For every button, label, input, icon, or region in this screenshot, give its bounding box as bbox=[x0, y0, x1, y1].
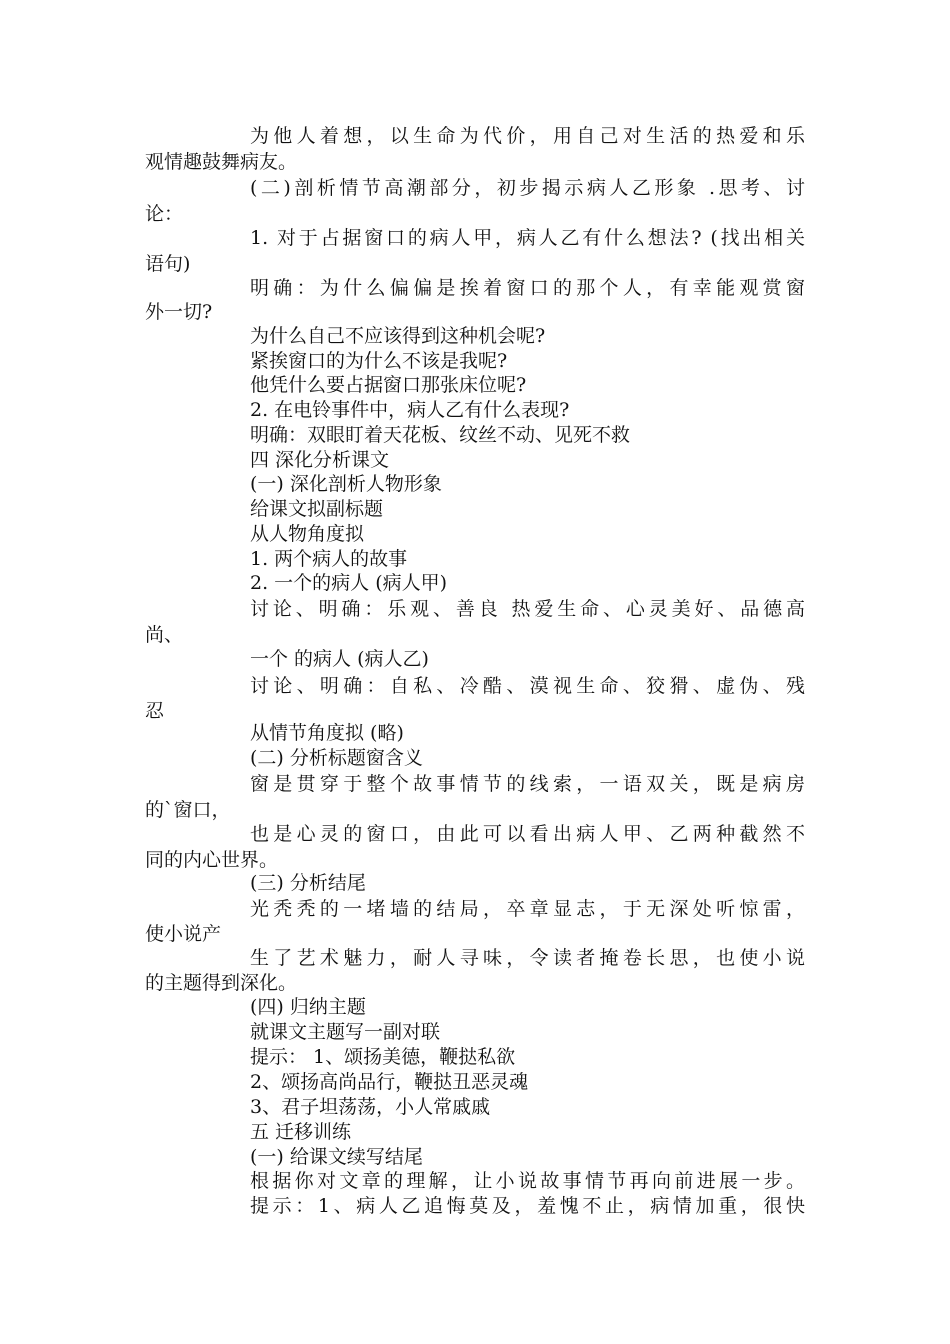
text-line: 紧挨窗口的为什么不该是我呢? bbox=[250, 350, 508, 372]
text-line: 光秃秃的一堵墙的结局，卒章显志，于无深处听惊雷， bbox=[250, 898, 805, 920]
text-line: 窗是贯穿于整个故事情节的线索，一语双关，既是病房 bbox=[250, 773, 805, 795]
text-line: 他凭什么要占据窗口那张床位呢? bbox=[250, 374, 527, 396]
text-line: 明确：为什么偏偏是挨着窗口的那个人，有幸能观赏窗 bbox=[250, 277, 805, 299]
text-line: 2、颂扬高尚品行，鞭挞丑恶灵魂 bbox=[250, 1071, 529, 1093]
text-line: 语句) bbox=[145, 253, 191, 275]
text-line: 同的内心世界。 bbox=[145, 849, 279, 871]
section-heading: 四 深化分析课文 bbox=[250, 449, 390, 471]
text-line: (二)剖析情节高潮部分，初步揭示病人乙形象 .思考、讨 bbox=[250, 177, 805, 199]
text-line: 从人物角度拟 bbox=[250, 523, 365, 545]
text-line: 就课文主题写一副对联 bbox=[250, 1021, 441, 1043]
text-line: 讨论、明确：乐观、善良 热爱生命、心灵美好、品德高 bbox=[250, 598, 805, 620]
text-line: 也是心灵的窗口，由此可以看出病人甲、乙两种截然不 bbox=[250, 823, 805, 845]
text-line: (二) 分析标题窗含义 bbox=[250, 747, 423, 769]
text-line: 提示： 1、颂扬美德，鞭挞私欲 bbox=[250, 1046, 516, 1068]
text-line: 1. 对于占据窗口的病人甲，病人乙有什么想法? (找出相关 bbox=[250, 227, 805, 249]
text-line: 2. 在电铃事件中，病人乙有什么表现? bbox=[250, 399, 570, 421]
text-line: (四) 归纳主题 bbox=[250, 996, 366, 1018]
text-line: 3、君子坦荡荡，小人常戚戚 bbox=[250, 1096, 491, 1118]
text-line: 忍 bbox=[145, 700, 165, 722]
text-line: 1. 两个病人的故事 bbox=[250, 548, 408, 570]
text-line: 使小说产 bbox=[145, 923, 222, 945]
text-line: 根据你对文章的理解，让小说故事情节再向前进展一步。 bbox=[250, 1170, 805, 1192]
section-heading: 五 迁移训练 bbox=[250, 1121, 352, 1143]
text-line: 一个 的病人 (病人乙) bbox=[250, 648, 429, 670]
text-line: (一) 深化剖析人物形象 bbox=[250, 473, 442, 495]
text-line: 提示：1、病人乙追悔莫及，羞愧不止，病情加重，很快 bbox=[250, 1195, 805, 1217]
text-line: 的`窗口， bbox=[145, 799, 231, 821]
text-line: 为他人着想，以生命为代价，用自己对生活的热爱和乐 bbox=[250, 125, 805, 147]
text-line: (一) 给课文续写结尾 bbox=[250, 1146, 423, 1168]
text-line: 为什么自己不应该得到这种机会呢? bbox=[250, 325, 546, 347]
text-line: 外一切? bbox=[145, 301, 213, 323]
text-line: 2. 一个的病人 (病人甲) bbox=[250, 572, 448, 594]
text-line: 明确：双眼盯着天花板、纹丝不动、见死不救 bbox=[250, 424, 631, 446]
text-line: 尚、 bbox=[145, 624, 184, 646]
text-line: 生了艺术魅力，耐人寻味，令读者掩卷长思，也使小说 bbox=[250, 947, 805, 969]
text-line: (三) 分析结尾 bbox=[250, 872, 366, 894]
text-line: 论： bbox=[145, 203, 184, 225]
text-line: 观情趣鼓舞病友。 bbox=[145, 151, 298, 173]
text-line: 讨论、明确：自私、冷酷、漠视生命、狡猾、虚伪、残 bbox=[250, 675, 805, 697]
text-line: 从情节角度拟 (略) bbox=[250, 722, 404, 744]
text-line: 的主题得到深化。 bbox=[145, 972, 298, 994]
text-line: 给课文拟副标题 bbox=[250, 498, 384, 520]
